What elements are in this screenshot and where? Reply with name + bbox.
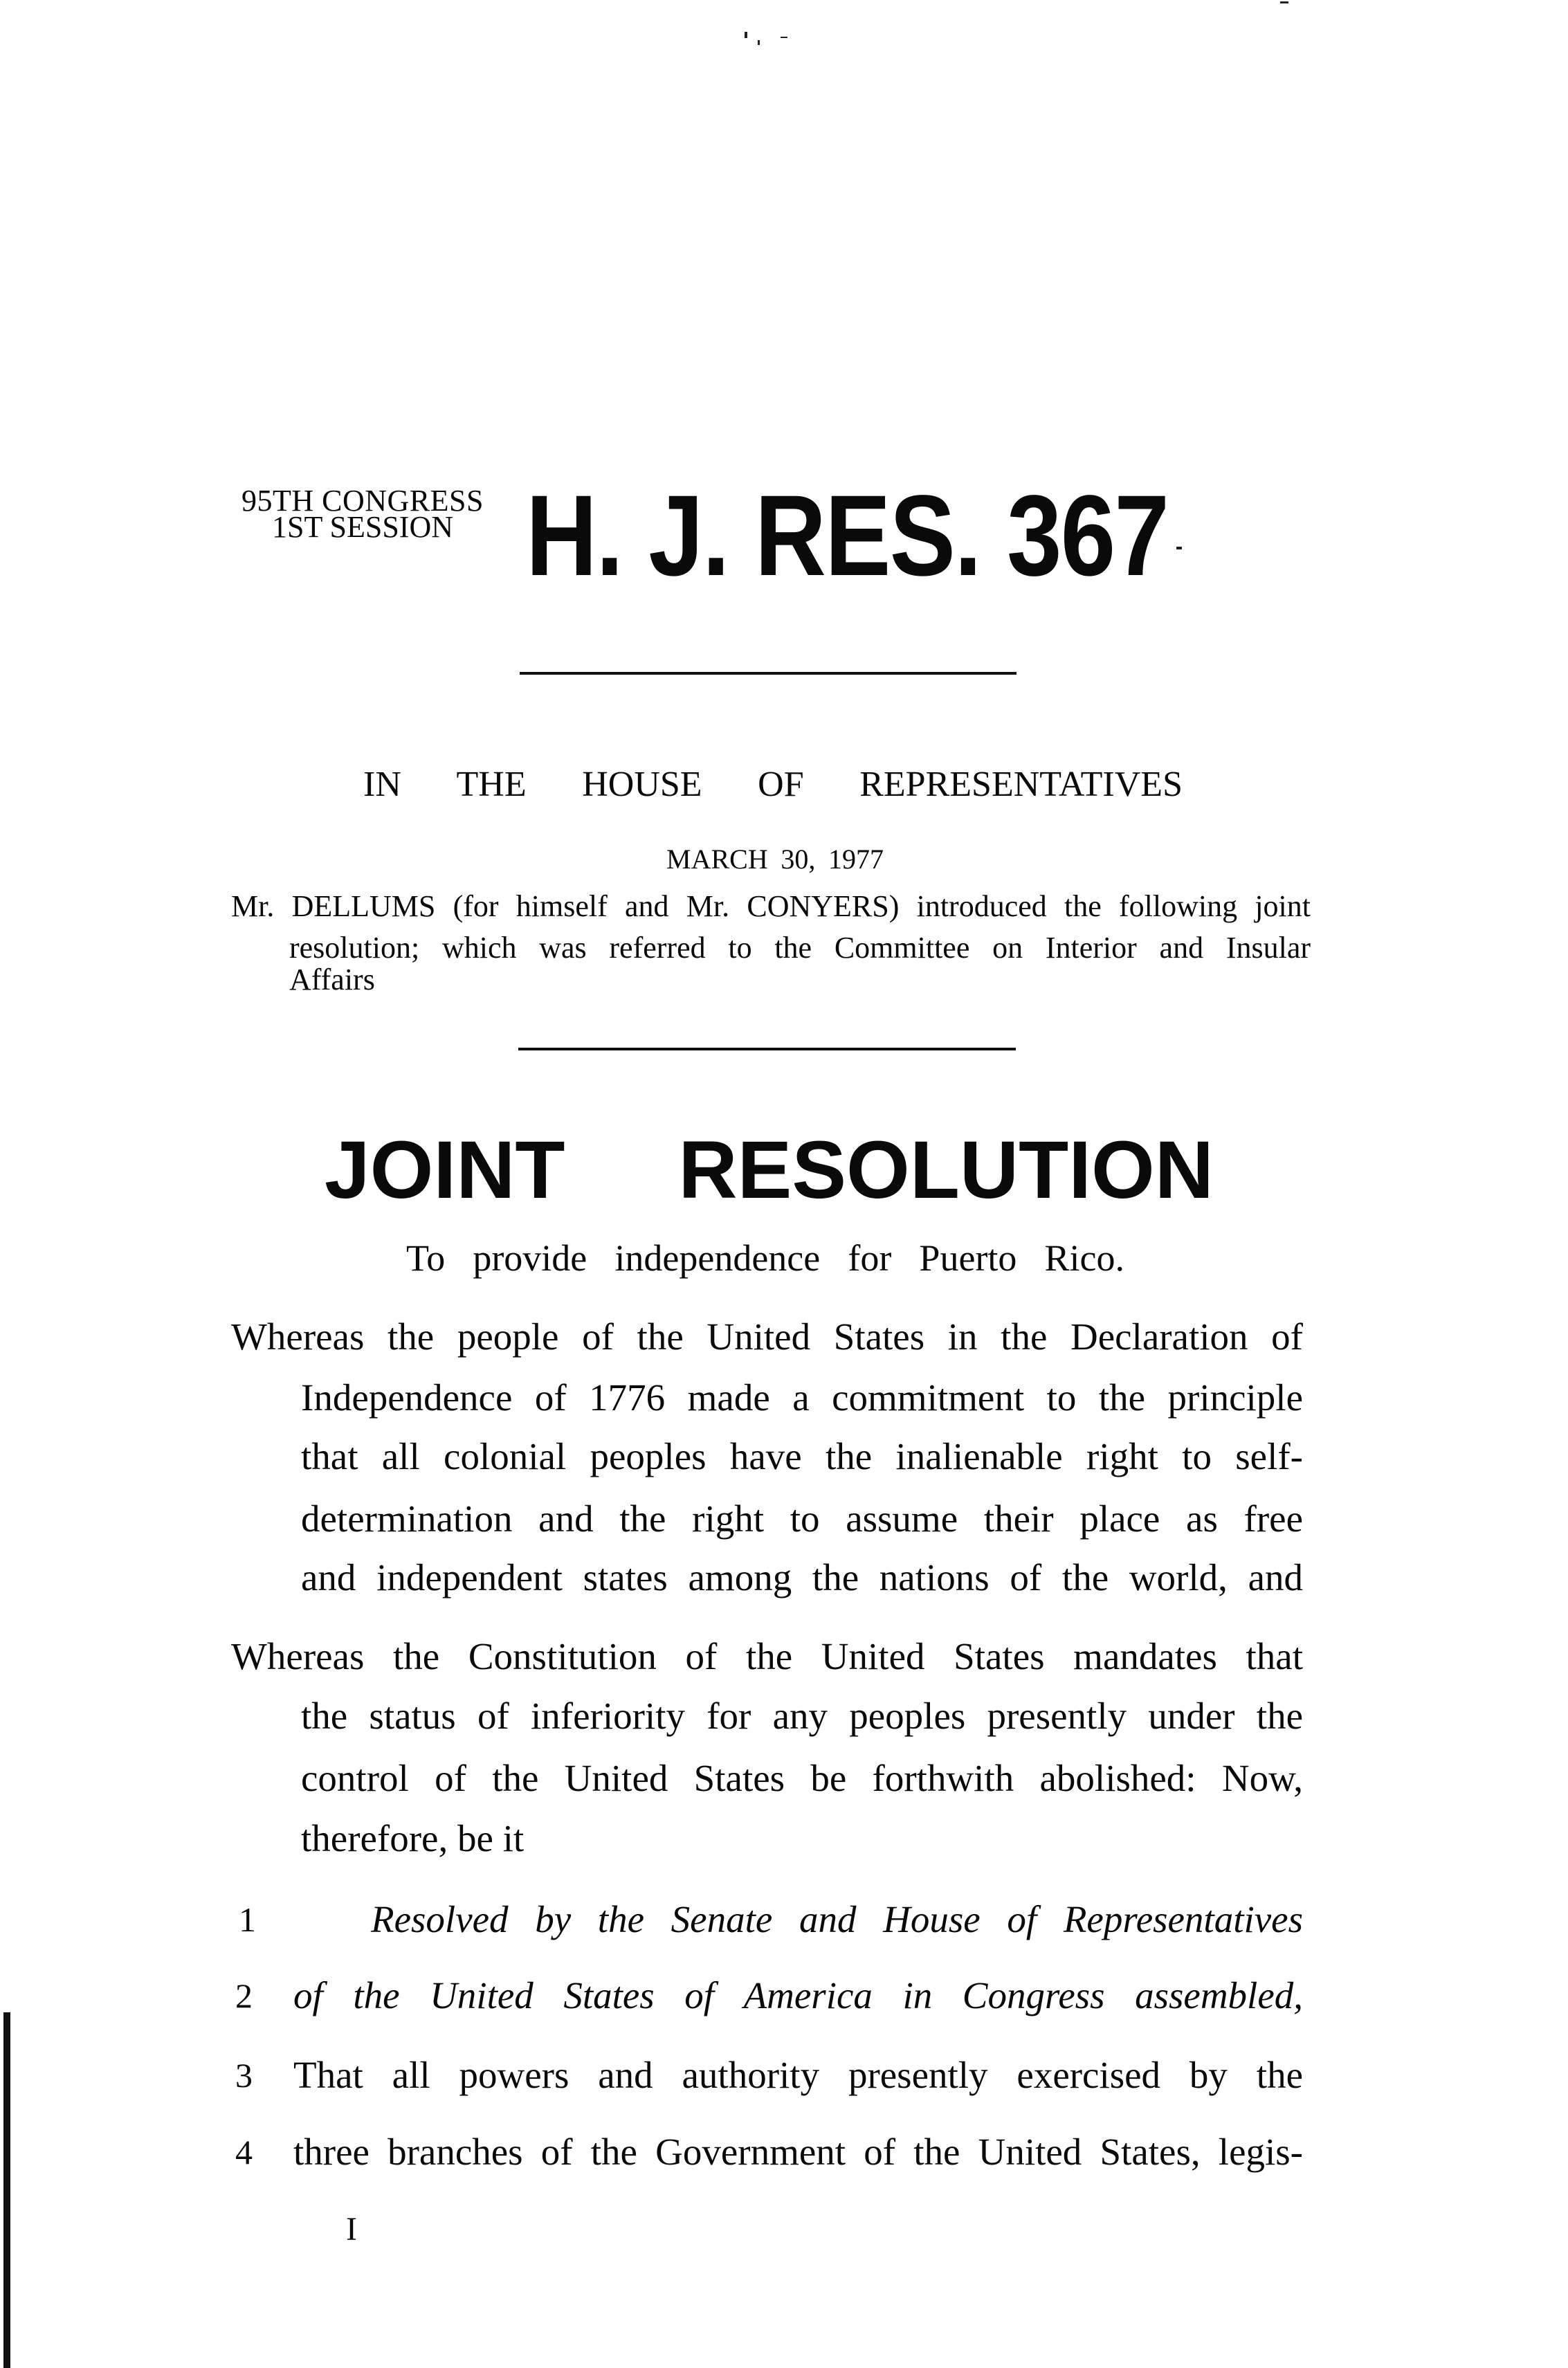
- whereas-line: therefore, be it: [301, 1817, 525, 1859]
- bill-number: H. J. RES. 367: [526, 472, 1169, 600]
- resolving-line: of the United States of America in Congress assembled,: [293, 1974, 1303, 2016]
- line-number: 2: [235, 1976, 253, 2015]
- line-number: 4: [235, 2133, 253, 2171]
- scan-artifact: [1176, 547, 1182, 549]
- whereas-line: Whereas the people of the United States in the Declaration of: [231, 1315, 1303, 1358]
- session-label: 1ST SESSION: [271, 510, 454, 544]
- whereas-line: Independence of 1776 made a commitment to the principle: [301, 1376, 1303, 1419]
- chamber-heading: IN THE HOUSE OF REPRESENTATIVES: [363, 765, 1183, 804]
- scan-binding-edge: [3, 2012, 20, 2368]
- page-label: I: [346, 2211, 357, 2248]
- document-type-heading: JOINT RESOLUTION: [325, 1124, 1214, 1216]
- introduction-line: Affairs: [289, 963, 375, 996]
- scan-artifact: [758, 40, 760, 45]
- congress-label: 95TH CONGRESS: [241, 484, 484, 518]
- divider-rule: [518, 1048, 1016, 1050]
- whereas-line: that all colonial peoples have the inalienable right to self-: [301, 1435, 1303, 1477]
- resolving-line: Resolved by the Senate and House of Representatives: [371, 1898, 1303, 1940]
- scan-artifact: [781, 37, 787, 38]
- whereas-line: and independent states among the nations of the world, and: [301, 1556, 1303, 1599]
- line-number: 3: [235, 2056, 253, 2095]
- divider-rule: [520, 672, 1017, 675]
- introduction-date: MARCH 30, 1977: [666, 844, 884, 875]
- introduction-line: resolution; which was referred to the Committee on Interior and Insular: [289, 931, 1311, 965]
- congress-session-block: [234, 484, 491, 544]
- line-number: 1: [239, 1900, 256, 1939]
- purpose-statement: To provide independence for Puerto Rico.: [406, 1237, 1124, 1279]
- whereas-line: control of the United States be forthwith abolished: Now,: [301, 1757, 1303, 1799]
- scan-artifact: [1280, 1, 1288, 3]
- resolving-line: That all powers and authority presently exercised by the: [293, 2054, 1303, 2096]
- whereas-line: Whereas the Constitution of the United States mandates that: [231, 1635, 1303, 1677]
- scan-artifact: [745, 32, 747, 38]
- whereas-line: the status of inferiority for any peoples presently under the: [301, 1695, 1303, 1737]
- whereas-line: determination and the right to assume their place as free: [301, 1497, 1303, 1540]
- resolving-line: three branches of the Government of the United States, legis-: [293, 2131, 1303, 2173]
- introduction-line: Mr. DELLUMS (for himself and Mr. CONYERS) introduced the following joint: [231, 889, 1311, 923]
